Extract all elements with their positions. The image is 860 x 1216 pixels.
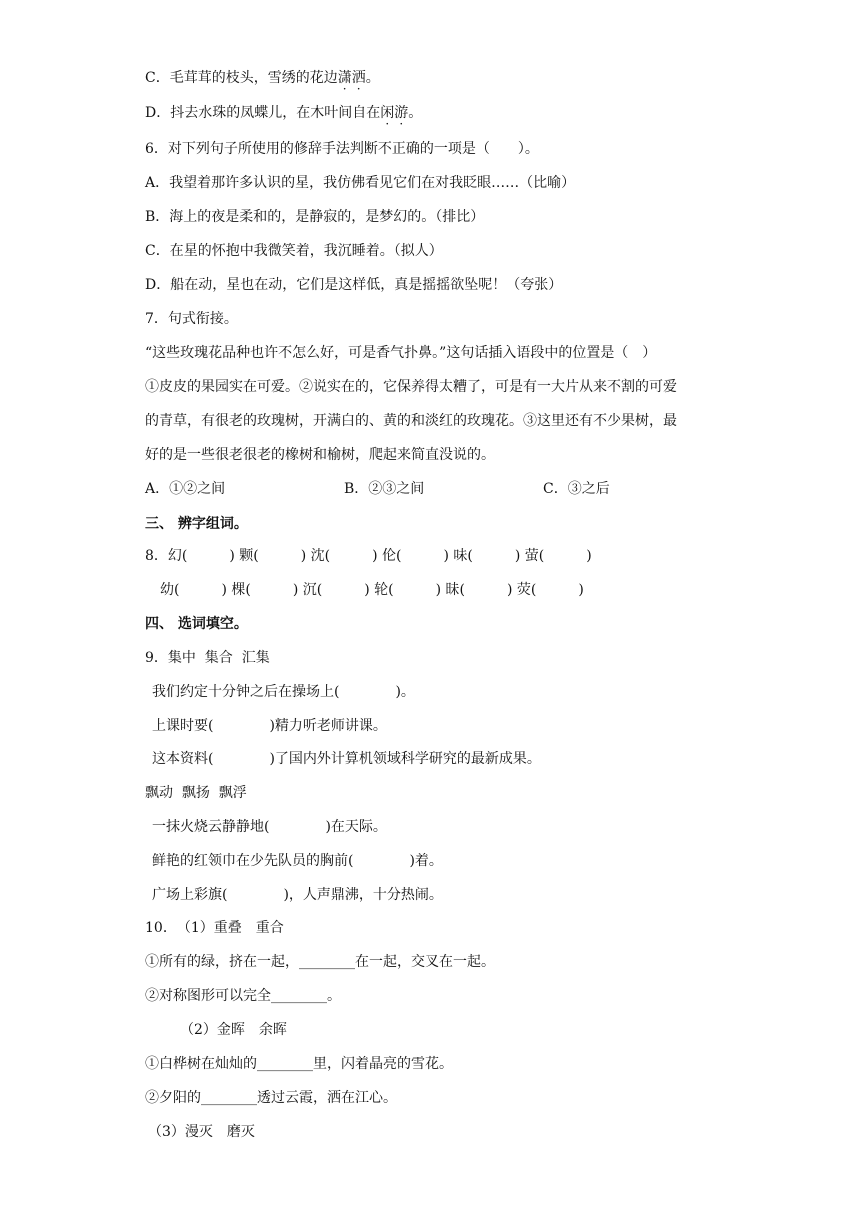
q5-option-d [145, 103, 422, 123]
q10-line: ①所有的绿，挤在一起，________在一起，交叉在一起。 [145, 954, 495, 970]
q10-line: ①白桦树在灿灿的________里，闪着晶亮的雪花。 [145, 1056, 453, 1072]
q8-row-1: 8．幻( ) 颗( ) 沈( ) 伦( ) 味( ) 萤( ) [145, 548, 592, 564]
q10-line: ②对称图形可以完全________。 [145, 988, 341, 1004]
q9-word-choices-2: 飘动 飘扬 飘浮 [145, 785, 247, 801]
q7-option-c: C．③之后 [543, 481, 610, 497]
q9-sentence: 一抹火烧云静静地( )在天际。 [152, 819, 387, 835]
q7-passage-line: ①皮皮的果园实在可爱。②说实在的，它保养得太糟了，可是有一大片从来不割的可爱 [145, 379, 677, 395]
q9-word-choices-1: 9．集中 集合 汇集 [145, 650, 270, 666]
q5-c-end: 。 [365, 70, 380, 86]
section-3-heading: 三、 辨字组词。 [145, 516, 248, 532]
q5-d-dotted-char: 闲 [380, 105, 395, 121]
q7-option-a: A．①②之间 [145, 481, 226, 497]
q5-option-c [145, 68, 380, 88]
q10-line: ②夕阳的________透过云霞，洒在江心。 [145, 1090, 397, 1106]
section-4-heading: 四、 选词填空。 [145, 616, 248, 632]
q5-c-dotted-char: 潇 [337, 70, 352, 86]
q7-passage-line: 的青草，有很老的玫瑰树，开满白的、黄的和淡红的玫瑰花。③这里还有不少果树，最 [145, 413, 677, 429]
q7-passage-line: 好的是一些很老很老的橡树和榆树，爬起来简直没说的。 [145, 447, 495, 463]
q6-option-b: B．海上的夜是柔和的，是静寂的，是梦幻的。（排比） [145, 209, 485, 225]
q9-sentence: 广场上彩旗( )，人声鼎沸，十分热闹。 [152, 887, 443, 903]
q6-option-c: C．在星的怀抱中我微笑着，我沉睡着。（拟人） [145, 243, 443, 259]
q9-sentence: 鲜艳的红领巾在少先队员的胸前( )着。 [152, 853, 443, 869]
q8-row-2: 幼( ) 棵( ) 沉( ) 轮( ) 昧( ) 荧( ) [160, 582, 584, 598]
q9-sentence: 这本资料( )了国内外计算机领域科学研究的最新成果。 [152, 751, 541, 767]
q5-d-dotted-char: 游 [394, 105, 409, 121]
q10-heading: 10． （1）重叠 重合 [145, 920, 284, 936]
q7-quote: “这些玫瑰花品种也许不怎么好，可是香气扑鼻。”这句话插入语段中的位置是（ ） [145, 345, 657, 361]
q5-c-text: C．毛茸茸的枝头，雪绣的花边 [145, 70, 338, 86]
q7-stem: 7．句式衔接。 [145, 311, 238, 327]
q10-sub-heading-2: （2）金晖 余晖 [180, 1022, 287, 1038]
q5-d-end: 。 [408, 105, 423, 121]
q6-option-d: D．船在动，星也在动，它们是这样低，真是摇摇欲坠呢！（夸张） [145, 277, 563, 293]
q9-sentence: 我们约定十分钟之后在操场上( )。 [152, 684, 415, 700]
q6-stem: 6．对下列句子所使用的修辞手法判断不正确的一项是（ ）。 [145, 141, 539, 157]
q6-option-a: A．我望着那许多认识的星，我仿佛看见它们在对我眨眼……（比喻） [145, 175, 576, 191]
q9-sentence: 上课时要( )精力听老师讲课。 [152, 718, 387, 734]
q5-c-dotted-char: 洒 [351, 70, 366, 86]
q5-d-text: D．抖去水珠的凤蝶儿，在木叶间自在 [145, 105, 381, 121]
q7-option-b: B．②③之间 [344, 481, 425, 497]
q10-sub-heading-3: （3）漫灭 磨灭 [148, 1124, 255, 1140]
